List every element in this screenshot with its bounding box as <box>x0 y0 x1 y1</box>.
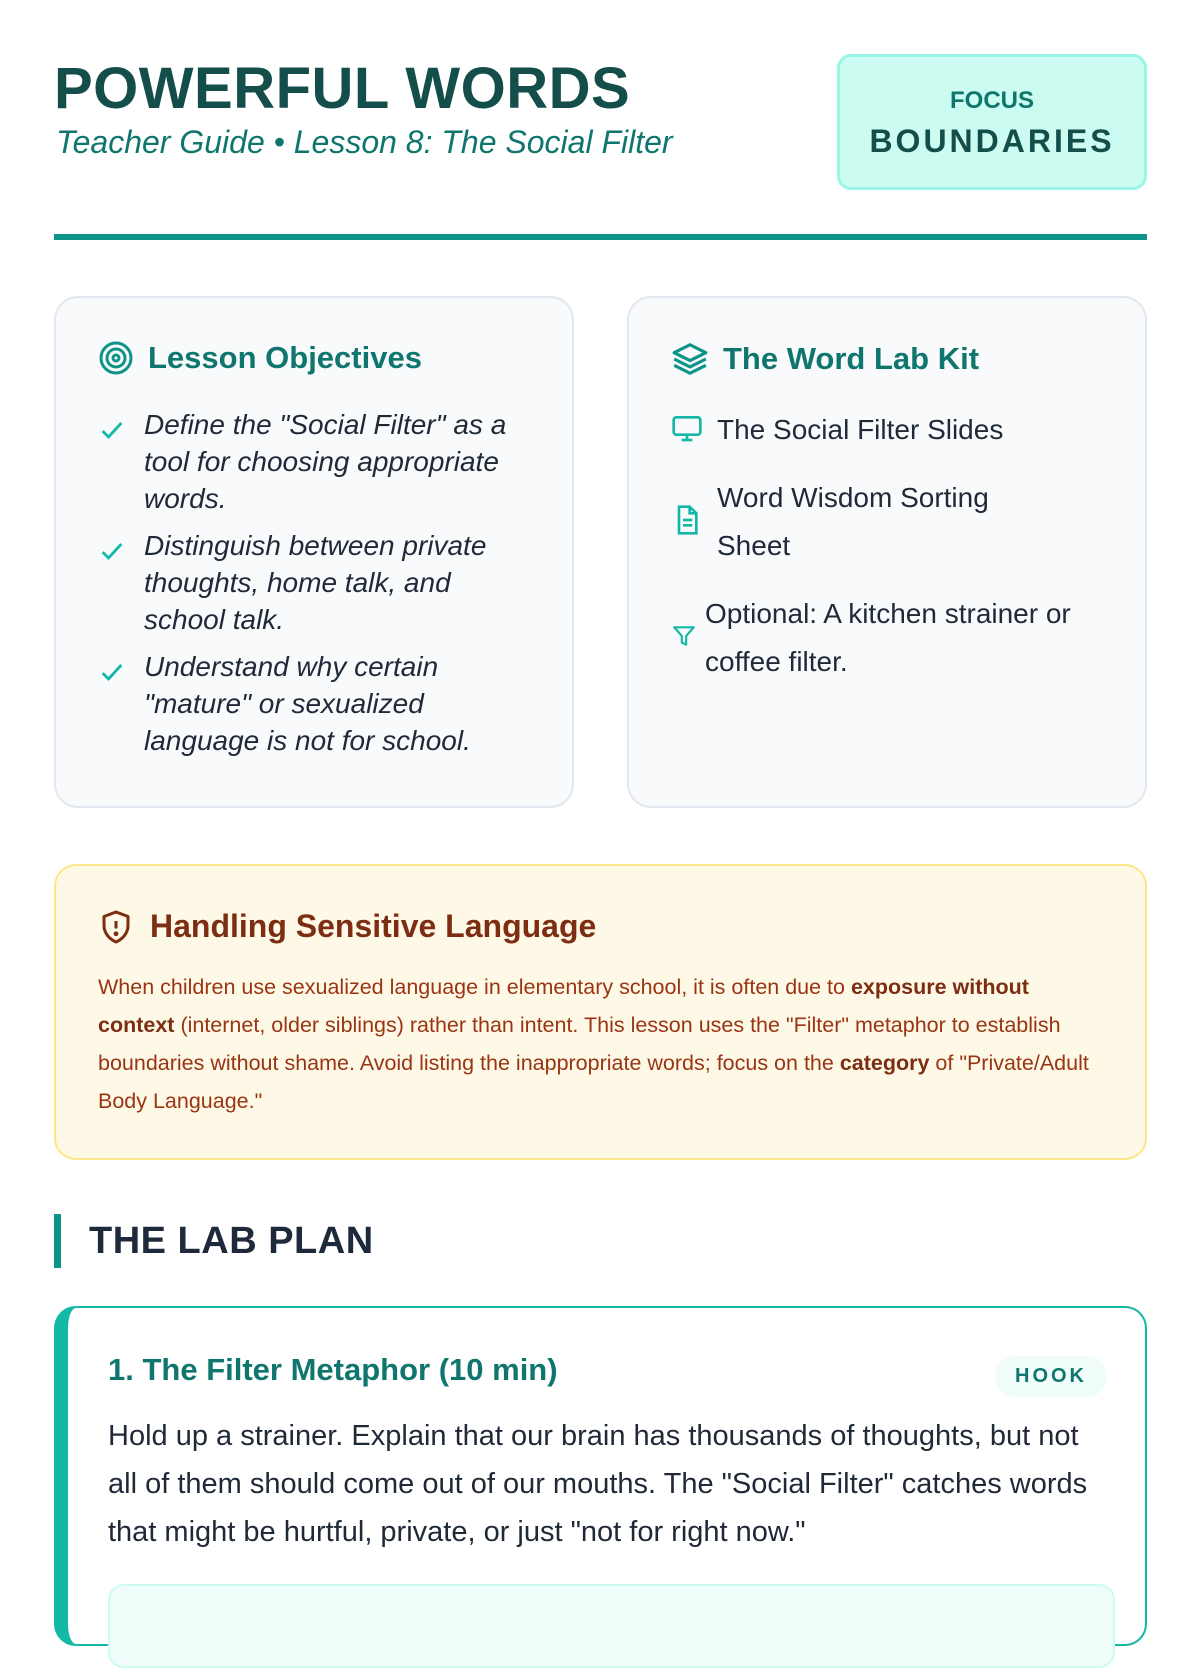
callout-heading <box>98 908 596 945</box>
page-title: POWERFUL WORDS <box>54 56 631 121</box>
step-note-box <box>108 1584 1115 1668</box>
list-item <box>671 590 1111 686</box>
list-item <box>98 527 538 638</box>
objective-text: Distinguish between private thoughts, home talk, and school talk. <box>144 530 487 635</box>
header <box>54 54 1147 194</box>
shield-alert-icon <box>98 909 134 945</box>
objectives-title: Lesson Objectives <box>148 340 422 375</box>
layers-icon <box>671 340 709 378</box>
objective-text: Understand why certain "mature" or sexualized language is not for school. <box>144 651 471 756</box>
kit-item-text: Word Wisdom Sorting Sheet <box>717 482 989 561</box>
kit-heading <box>671 340 979 378</box>
check-icon <box>98 537 126 565</box>
monitor-icon <box>671 412 703 444</box>
objectives-list <box>98 406 538 769</box>
callout-body <box>98 968 1098 1120</box>
objectives-card <box>54 296 574 808</box>
sensitive-language-callout <box>54 864 1147 1160</box>
callout-text: When children use sexualized language in elementary school, it is often due to <box>98 975 851 999</box>
list-item <box>671 474 1111 570</box>
lab-plan-heading: THE LAB PLAN <box>54 1214 374 1268</box>
step-body: Hold up a strainer. Explain that our brain has thousands of thoughts, but not all of them should come out of our mouths. The "Social Filter" catches words that might be hurtful, private, or just "not for right now." <box>108 1420 1088 1548</box>
focus-label: FOCUS <box>950 87 1034 114</box>
kit-list <box>671 406 1111 686</box>
page-subtitle: Teacher Guide • Lesson 8: The Social Filter <box>56 124 673 160</box>
filter-icon <box>671 623 697 649</box>
objectives-heading <box>98 340 422 376</box>
callout-title: Handling Sensitive Language <box>150 908 597 944</box>
target-icon <box>98 340 134 376</box>
list-item <box>671 406 1111 454</box>
callout-emphasis: category <box>839 1051 930 1075</box>
kit-item-text: Optional: A kitchen strainer or coffee filter. <box>705 598 1071 677</box>
callout-emphasis: exposure without context <box>98 975 1029 1037</box>
list-item <box>98 406 538 517</box>
document-icon <box>671 504 703 536</box>
check-icon <box>98 658 126 686</box>
objective-text: Define the "Social Filter" as a tool for choosing appropriate words. <box>144 409 507 514</box>
check-icon <box>98 416 126 444</box>
kit-card <box>627 296 1147 808</box>
step-tag: HOOK <box>995 1356 1107 1397</box>
plan-step-card <box>54 1306 1147 1646</box>
callout-text: (internet, older siblings) rather than intent. This lesson uses the "Filter" metaphor to establish boundaries without shame. Avoid listing the inappropriate words; focus on the <box>98 1013 1061 1075</box>
kit-item-text: The Social Filter Slides <box>717 414 1004 445</box>
header-divider <box>54 234 1147 240</box>
focus-badge <box>837 54 1147 190</box>
callout-text: of "Private/Adult Body Language." <box>98 1051 1089 1113</box>
kit-title: The Word Lab Kit <box>723 341 980 376</box>
step-title: 1. The Filter Metaphor (10 min) <box>108 1352 558 1387</box>
list-item <box>98 648 538 759</box>
focus-value: BOUNDARIES <box>869 123 1115 159</box>
